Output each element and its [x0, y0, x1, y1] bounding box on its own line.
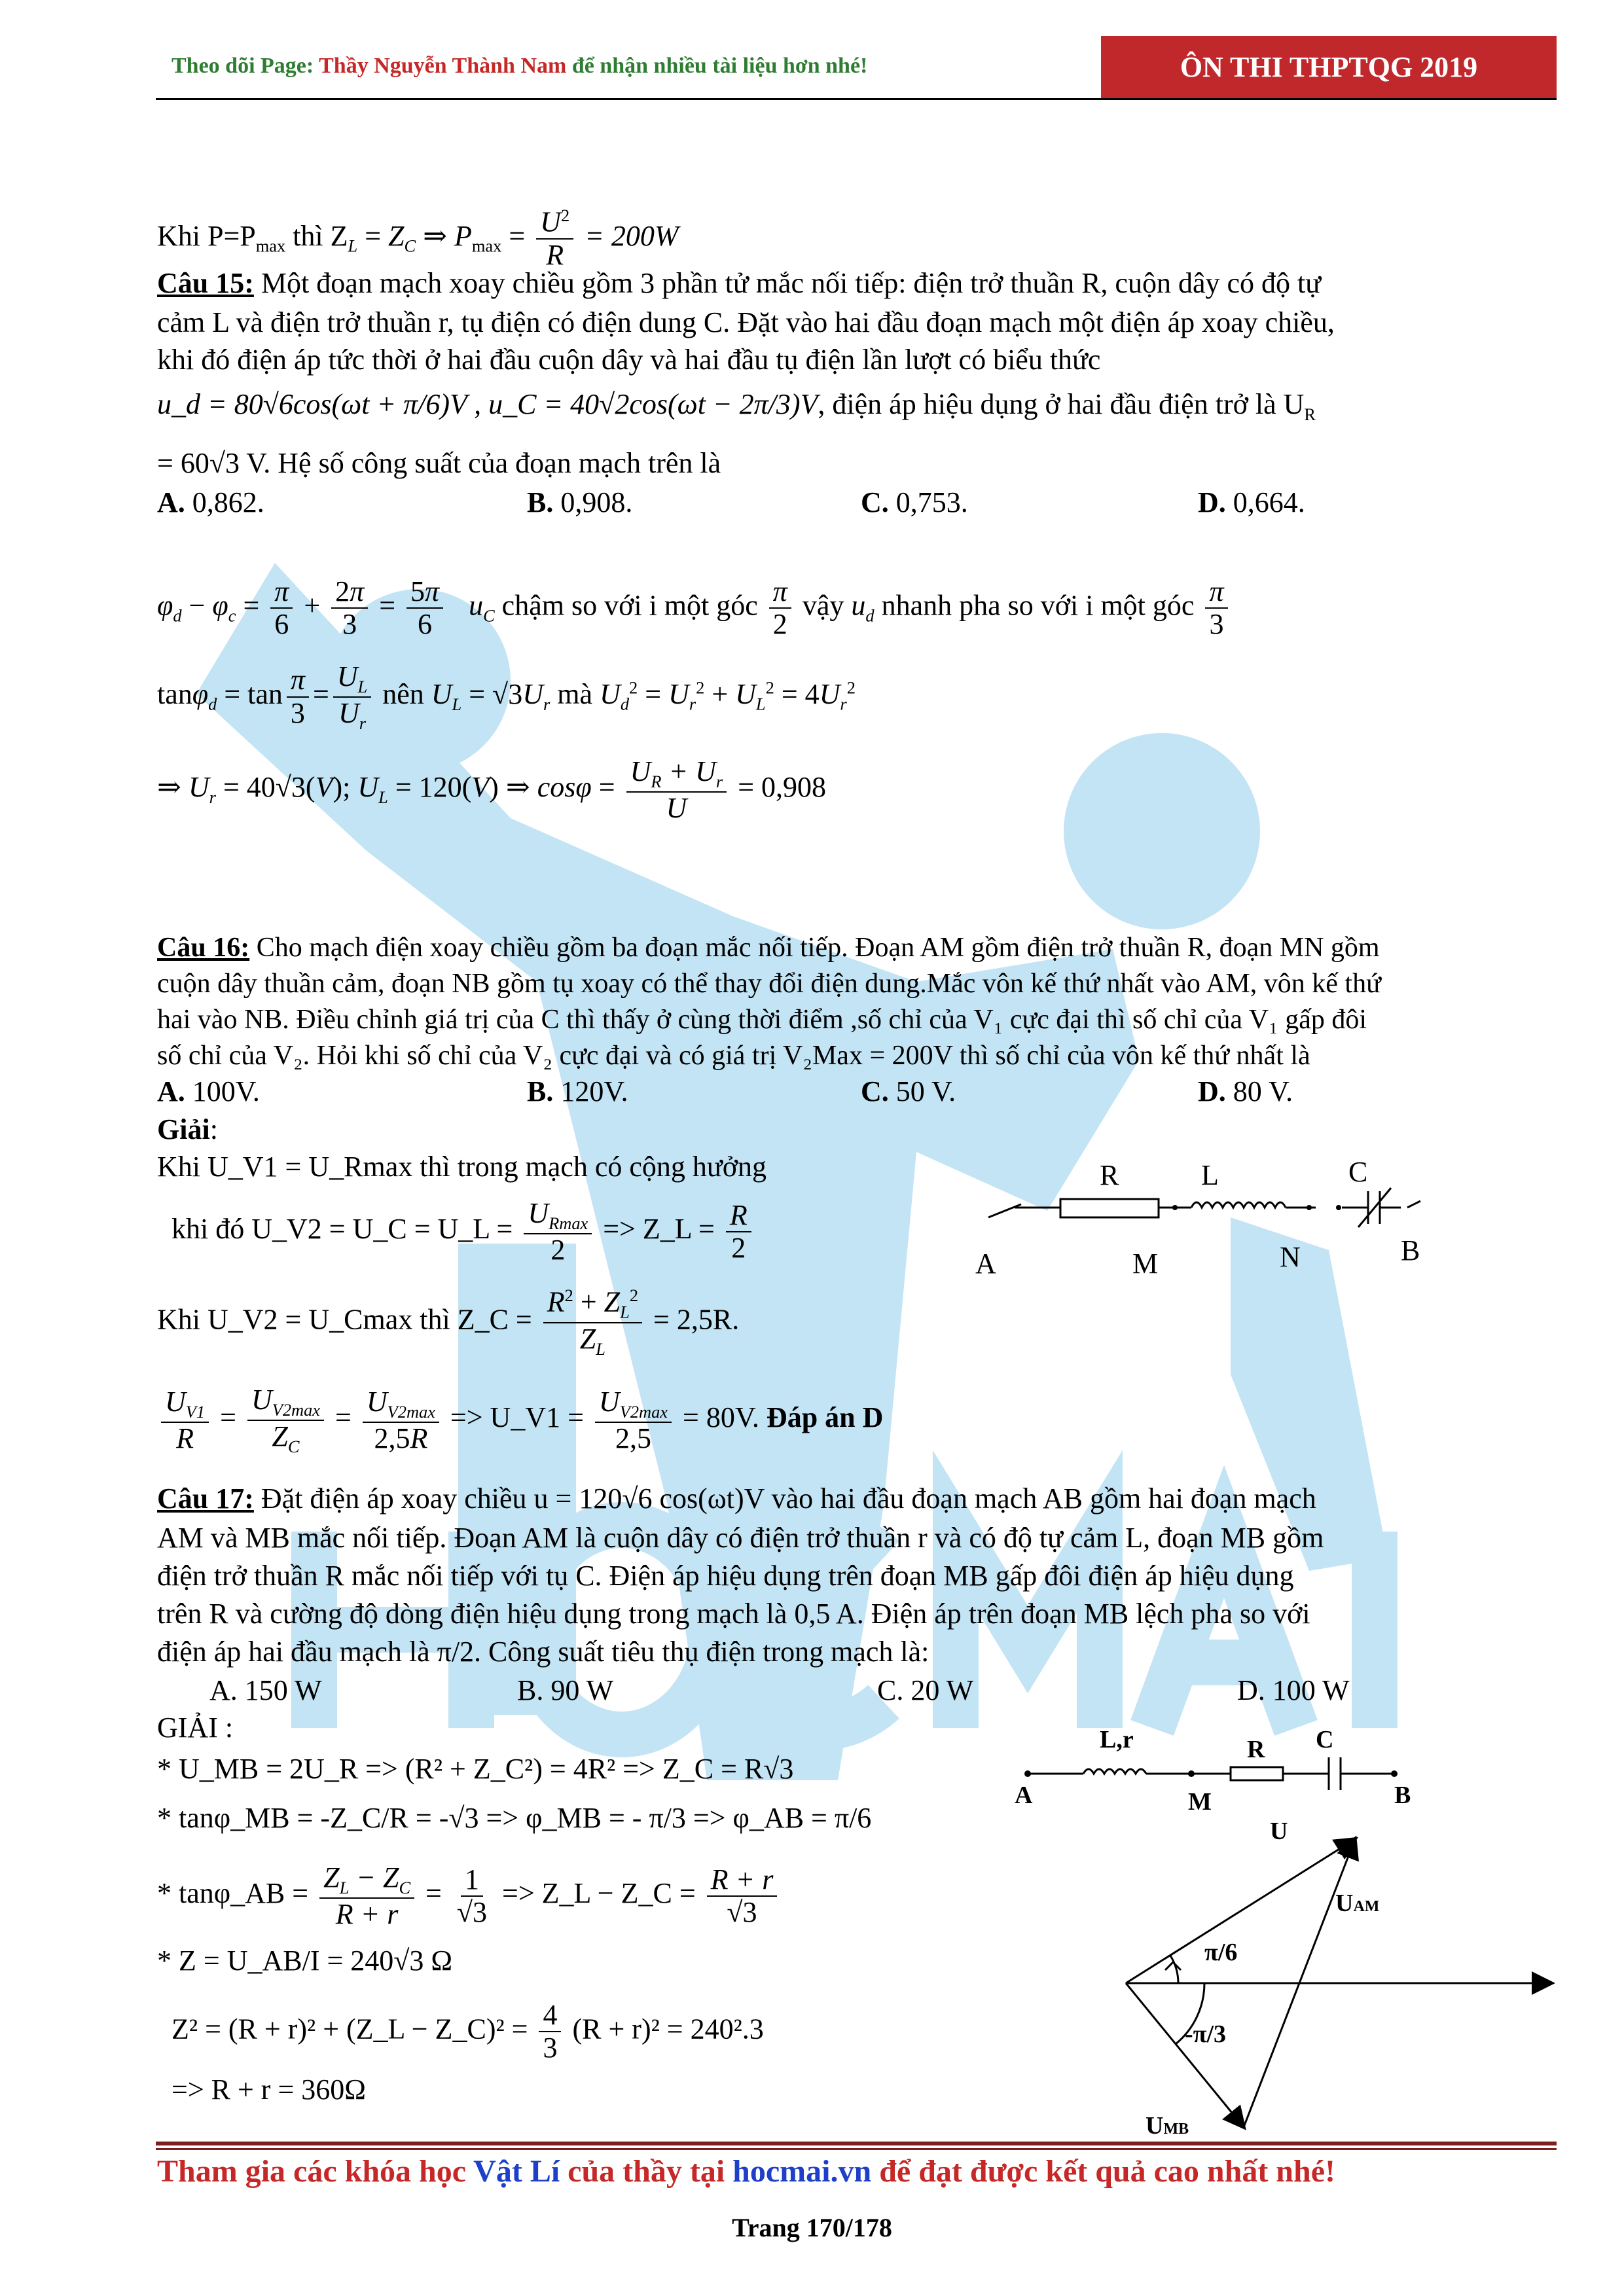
- q16-step1: Khi U_V1 = U_Rmax thì trong mạch có cộng hưởng: [157, 1151, 767, 1183]
- teacher-name: Thầy Nguyễn Thành Nam: [319, 54, 567, 78]
- q17-step3: * tanφ_AB = $\frac{Z_L - Z_C}{R + r}$ = $\frac{1}{√3}$ => Z_L − Z_C = $\frac{R + r}{√3}$: [157, 1862, 781, 1930]
- label-l: L: [1201, 1159, 1219, 1191]
- q15-option-d: D. 0,664.: [1198, 486, 1305, 518]
- q16-solution-heading: Giải:: [157, 1113, 218, 1145]
- label-lr: L,r: [1100, 1726, 1134, 1753]
- q17-line4: trên R và cường độ dòng điện hiệu dụng trong mạch là 0,5 A. Điện áp trên đoạn MB lệch pha so với: [157, 1598, 1310, 1630]
- q15-line2: cảm L và điện trở thuần r, tụ điện có điện dung C. Đặt vào hai đầu đoạn mạch một điện áp xoay chiều,: [157, 306, 1335, 338]
- q15-solution-line1: $\varphi_d - \varphi_c$ = $\frac{\pi}{6}$ + $\frac{2\pi}{3}$ = $\frac{5\pi}{6}$ $u_C$ chậm so với i một góc $\frac{\pi}{2}$ vậy $u_d$ nhanh pha so với i một góc $\frac{\pi}{3}$: [157, 576, 1232, 641]
- q16-step4: $\frac{U_{V1}}{R}$ = $\frac{U_{V2max}}{Z_C}$ = $\frac{U_{V2max}}{2,5R}$ => U_V1 = $\frac{U_{V2max}}{2,5}$ = 80V. Đáp án D: [157, 1384, 883, 1456]
- q15-option-c: C. 0,753.: [861, 486, 968, 518]
- q15-solution-line3: ⇒ $U_r = 40√3(V)$; $U_L = 120(V)$ ⇒ cosφ = $\frac{U_R + U_r}{U}$ = 0,908: [157, 755, 827, 824]
- q16-line3: hai vào NB. Điều chỉnh giá trị của C thì thấy ở cùng thời điểm ,số chỉ của V₁ cực đại thì số chỉ của V₁ gấp đôi: [157, 1005, 1367, 1035]
- q17-option-c: C. 20 W: [877, 1674, 974, 1706]
- label-u: U: [1270, 1818, 1288, 1845]
- resistor-r: [1060, 1199, 1159, 1217]
- q17-step5: Z² = (R + r)² + (Z_L − Z_C)² = $\frac{4}{3}$ (R + r)² = 240².3: [171, 1999, 764, 2064]
- q17-solution-heading: GIẢI :: [157, 1712, 234, 1744]
- q16-answer: Đáp án D: [766, 1401, 884, 1433]
- q17-phasor-diagram: [1106, 1806, 1564, 2140]
- q17-line2: AM và MB mắc nối tiếp. Đoạn AM là cuộn dây có điện trở thuần r và có độ tự cảm L, đoạn MB gồm: [157, 1522, 1324, 1554]
- angle-arc-pi6: [1170, 1956, 1178, 1983]
- q16-option-b: B. 120V.: [527, 1075, 628, 1107]
- label-b: B: [1401, 1234, 1420, 1266]
- exam-badge: ÔN THI THPTQG 2019: [1101, 36, 1557, 98]
- vector-u: [1126, 1839, 1355, 1983]
- q17-step4: * Z = U_AB/I = 240√3 Ω: [157, 1945, 453, 1977]
- q16-line2: cuộn dây thuần cảm, đoạn NB gồm tụ xoay có thể thay đổi điện dung.Mắc vôn kế thứ nhất vào AM, vôn kế thứ: [157, 969, 1381, 999]
- q17-option-d: D. 100 W: [1237, 1674, 1350, 1706]
- label-a: A: [1015, 1782, 1033, 1809]
- q16-option-d: D. 80 V.: [1198, 1075, 1293, 1107]
- label-r: R: [1247, 1736, 1265, 1763]
- inductor-lr: [1083, 1769, 1146, 1774]
- page-number: Trang 170/178: [732, 2213, 892, 2242]
- label-n: N: [1280, 1241, 1301, 1273]
- q17-step6: => R + r = 360Ω: [171, 2073, 366, 2106]
- q14-result-line: Khi $P=P_{max}$ thì $Z_L = Z_C$ ⇒ $P_{max}$ = $\frac{U^2}{R}$ = 200W: [157, 206, 679, 272]
- footer-divider-thick: [156, 2142, 1557, 2145]
- q15-line3: khi đó điện áp tức thời ở hai đầu cuộn dây và hai đầu tụ điện lần lượt có biểu thức: [157, 344, 1101, 376]
- q17-line1: Câu 17: Đặt điện áp xoay chiều u = 120√6 cos(ωt)V vào hai đầu đoạn mạch AB gồm hai đoạn mạch: [157, 1482, 1316, 1515]
- resistor-r: [1231, 1767, 1283, 1780]
- label-b: B: [1394, 1782, 1411, 1809]
- q17-line5: điện áp hai đầu mạch là π/2. Công suất tiêu thụ điện trong mạch là:: [157, 1636, 929, 1668]
- vector-umb: [1126, 1983, 1244, 2127]
- q17-circuit-diagram: [1001, 1712, 1460, 1816]
- q16-line1: Câu 16: Cho mạch điện xoay chiều gồm ba đoạn mắc nối tiếp. Đoạn AM gồm điện trở thuần R, đoạn MN gồm: [157, 933, 1380, 963]
- q16-line4: số chỉ của V₂. Hỏi khi số chỉ của V₂ cực đại và có giá trị V₂Max = 200V thì số chỉ của vôn kế thứ nhất là: [157, 1041, 1310, 1071]
- label-m: M: [1188, 1788, 1212, 1816]
- label-r: R: [1100, 1159, 1119, 1191]
- label-umb: UMB: [1146, 2112, 1189, 2140]
- q16-step3: Khi U_V2 = U_Cmax thì Z_C = $\frac{R^2 + Z_L^2}{Z_L}$ = 2,5R.: [157, 1285, 740, 1359]
- q16-step2: khi đó U_V2 = U_C = U_L = $\frac{U_{Rmax}}{2}$ => Z_L = $\frac{R}{2}$: [171, 1198, 755, 1266]
- footer-call-to-action: Tham gia các khóa học Vật Lí của thầy tại hocmai.vn để đạt được kết quả cao nhất nhé!: [157, 2154, 1335, 2189]
- q15-line1: Câu 15: Một đoạn mạch xoay chiều gồm 3 phần tử mắc nối tiếp: điện trở thuần R, cuộn dây có độ tự: [157, 267, 1322, 299]
- header-follow-text: Theo dõi Page: Thầy Nguyễn Thành Nam để nhận nhiều tài liệu hơn nhé!: [171, 54, 868, 78]
- q16-option-c: C. 50 V.: [861, 1075, 956, 1107]
- label-c: C: [1348, 1156, 1368, 1188]
- q15-option-a: A. 0,862.: [157, 486, 264, 518]
- label-pi6: π/6: [1204, 1939, 1238, 1966]
- label-uam: UAM: [1335, 1890, 1380, 1917]
- footer-divider-thin: [156, 2148, 1557, 2150]
- q15-line4: u_d = 80√6cos(ωt + π/6)V , u_C = 40√2cos(ωt − 2π/3)V, điện áp hiệu dụng ở hai đầu điện trở là $U_R$: [157, 388, 1316, 424]
- inductor-l: [1191, 1202, 1286, 1208]
- q17-line3: điện trở thuần R mắc nối tiếp với tụ C. Điện áp hiệu dụng trên đoạn MB gấp đôi điện áp hiệu dụng: [157, 1560, 1294, 1592]
- header-divider: [156, 98, 1557, 100]
- hocmai-link[interactable]: hocmai.vn: [732, 2154, 872, 2189]
- label-c: C: [1316, 1726, 1334, 1753]
- q17-option-b: B. 90 W: [517, 1674, 614, 1706]
- q15-option-b: B. 0,908.: [527, 486, 633, 518]
- label-mpi3: -π/3: [1185, 2020, 1227, 2048]
- q17-step1: * U_MB = 2U_R => (R² + Z_C²) = 4R² => Z_C = R√3: [157, 1753, 794, 1785]
- q17-step2: * tanφ_MB = -Z_C/R = -√3 => φ_MB = - π/3 => φ_AB = π/6: [157, 1802, 872, 1834]
- q16-circuit-diagram: [975, 1152, 1473, 1283]
- q15-line5: = 60√3 V. Hệ số công suất của đoạn mạch trên là: [157, 447, 721, 479]
- q16-option-a: A. 100V.: [157, 1075, 260, 1107]
- label-m: M: [1132, 1247, 1159, 1280]
- label-a: A: [975, 1247, 996, 1280]
- q15-solution-line2: tanφ$_d$ = tan $\frac{\pi}{3}$ = $\frac{U_L}{U_r}$ nên $U_L = √3U_r$ mà $U_d^2 = U_r^2 + U_L^2 = 4U_r^2$: [157, 660, 856, 733]
- q17-option-a: A. 150 W: [209, 1674, 322, 1706]
